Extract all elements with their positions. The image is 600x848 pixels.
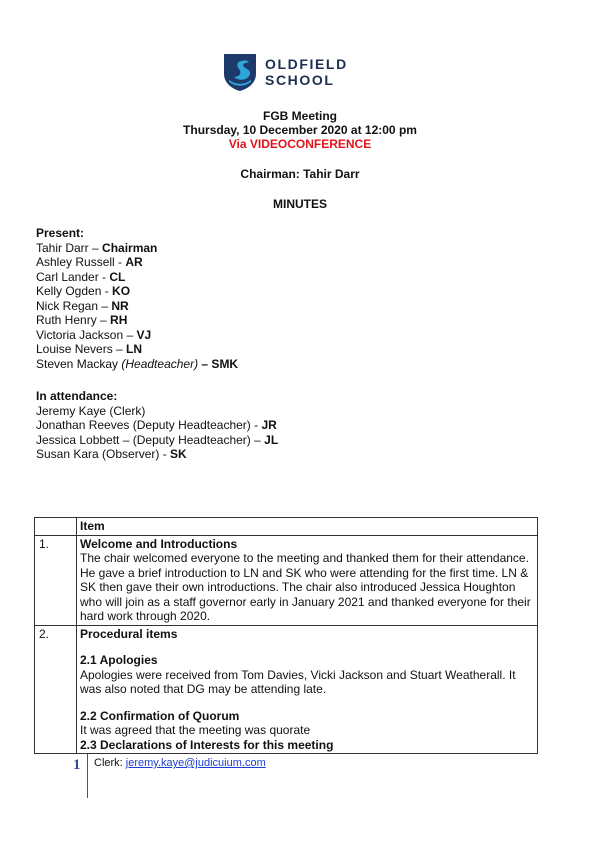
member-name: Ruth Henry – xyxy=(36,313,111,327)
subitem-text: Apologies were received from Tom Davies, Vicki Jackson and Stuart Weatherall. It was also noted that DG may be attending late. xyxy=(80,667,516,696)
item-text: The chair welcomed everyone to the meeting and thanked them for their attendance. He gave a brief introduction to LN and SK who were attending for the first time. LN & SK then gave their own introductions. The chair also introduced Jessica Houghton who will join as a staff governor early in January 2021 and thanked everyone for their hard work through 2020. xyxy=(80,551,531,623)
attendee-initials: JL xyxy=(264,432,279,447)
attendee-initials: JR xyxy=(261,418,277,432)
item-title: Procedural items xyxy=(80,626,178,641)
clerk-label: Clerk: xyxy=(94,757,126,769)
member-name: Tahir Darr – xyxy=(36,240,103,255)
present-list xyxy=(36,226,238,371)
item-number: 1. xyxy=(35,535,77,625)
member-name: Nick Regan – xyxy=(36,298,112,313)
logo-line-2: SCHOOL xyxy=(265,72,335,88)
item-content xyxy=(77,625,538,754)
table-row xyxy=(35,625,538,754)
member-name: Steven Mackay xyxy=(36,356,122,371)
member-initials: RH xyxy=(110,313,128,327)
attendance-list xyxy=(36,389,278,462)
attendee-name: Susan Kara (Observer) - xyxy=(36,447,171,461)
member-initials: VJ xyxy=(136,327,152,342)
meeting-title: FGB Meeting xyxy=(263,109,337,123)
attendee-row xyxy=(36,418,278,433)
attendance-heading: In attendance: xyxy=(36,389,118,403)
item-title: Welcome and Introductions xyxy=(80,536,238,551)
swan-shield-icon xyxy=(222,52,258,92)
member-initials: NR xyxy=(111,298,129,313)
attendee-row xyxy=(36,404,278,419)
member-name: Victoria Jackson – xyxy=(36,327,137,342)
member-initials: LN xyxy=(126,342,143,356)
item-number: 2. xyxy=(35,625,77,754)
logo-line-1: OLDFIELD xyxy=(265,56,348,72)
member-initials: – SMK xyxy=(198,356,239,371)
footer-divider xyxy=(87,754,88,798)
member-role: (Headteacher) xyxy=(121,356,199,371)
member-row xyxy=(36,241,238,256)
meeting-header xyxy=(0,109,600,151)
present-heading: Present: xyxy=(36,226,85,240)
member-name: Louise Nevers – xyxy=(36,342,127,356)
member-initials: KO xyxy=(112,284,131,298)
member-row xyxy=(36,255,238,270)
member-row xyxy=(36,342,238,357)
meeting-venue: Via VIDEOCONFERENCE xyxy=(228,137,372,151)
member-name: Ashley Russell - xyxy=(36,255,126,269)
member-row xyxy=(36,284,238,299)
table-header-item: Item xyxy=(77,518,538,536)
attendee-name: Jonathan Reeves (Deputy Headteacher) - xyxy=(36,418,262,432)
member-row xyxy=(36,313,238,328)
attendee-row xyxy=(36,447,278,462)
item-content xyxy=(77,535,538,625)
meeting-datetime: Thursday, 10 December 2020 at 12:00 pm xyxy=(183,123,417,137)
subitem-title: 2.3 Declarations of Interests for this meeting xyxy=(80,737,334,752)
attendee-row xyxy=(36,433,278,448)
attendee-name: Jeremy Kaye (Clerk) xyxy=(36,403,146,418)
table-header-row xyxy=(35,518,538,536)
school-logo xyxy=(222,52,348,92)
member-initials: AR xyxy=(125,255,143,269)
table-row xyxy=(35,535,538,625)
logo-wordmark xyxy=(265,56,348,88)
subitem-title: 2.1 Apologies xyxy=(80,653,158,667)
member-row xyxy=(36,299,238,314)
subitem-title: 2.2 Confirmation of Quorum xyxy=(80,708,240,723)
minutes-table xyxy=(34,517,538,754)
member-row xyxy=(36,357,238,372)
subitem-text: It was agreed that the meeting was quorate xyxy=(80,723,311,737)
page-number: 1 xyxy=(73,757,81,773)
member-name: Carl Lander - xyxy=(36,269,110,284)
attendee-initials: SK xyxy=(170,447,187,461)
member-row xyxy=(36,328,238,343)
chairman-line: Chairman: Tahir Darr xyxy=(240,167,360,181)
member-row xyxy=(36,270,238,285)
clerk-email-link[interactable]: jeremy.kaye@judicuium.com xyxy=(125,757,266,769)
table-header-num xyxy=(35,518,77,536)
minutes-heading: MINUTES xyxy=(273,197,327,211)
attendee-name: Jessica Lobbett – (Deputy Headteacher) – xyxy=(36,432,265,447)
member-initials: CL xyxy=(109,269,126,284)
member-name: Kelly Ogden - xyxy=(36,284,113,298)
member-initials: Chairman xyxy=(102,240,158,255)
clerk-footer xyxy=(94,757,266,769)
